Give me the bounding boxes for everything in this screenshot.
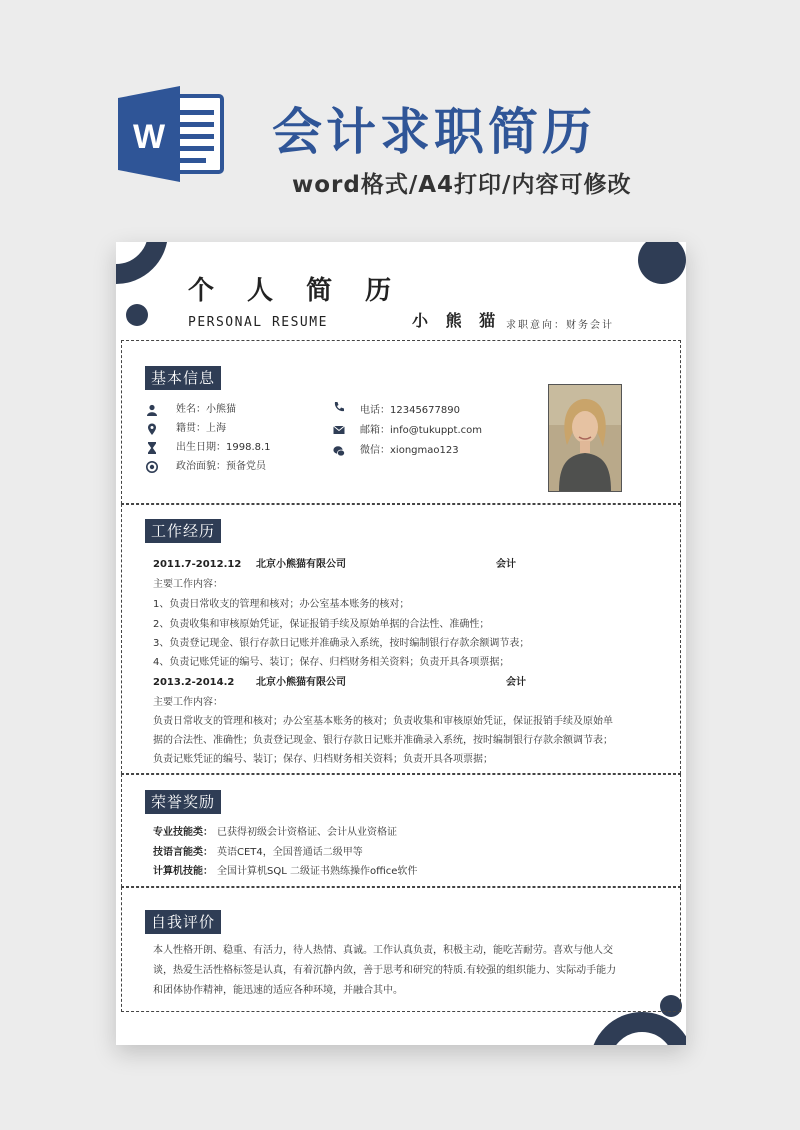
decor-dot-top-right: [638, 242, 686, 284]
decor-ring-top-left: [116, 242, 168, 284]
decor-dot-top-left: [126, 304, 148, 326]
job1-line-3: 3、负责登记现金、银行存款日记账并准确录入系统，按时编制银行存款余额调节表；: [153, 638, 530, 649]
self-line-2: 谈，热爱生活性格标签是认真，有着沉静内敛，善于思考和研究的特质.有较强的组织能力、实际动手能力: [153, 965, 617, 976]
job2-line-2: 据的合法性、准确性；负责登记现金、银行存款日记账并准确录入系统，按时编制银行存款余额调节表；: [153, 735, 613, 746]
self-line-3: 和团体协作精神，能迅速的适应各种环境，并融合其中。: [153, 985, 403, 996]
job1-line-2: 2、负责收集和审核原始凭证，保证报销手续及原始单据的合法性、准确性；: [153, 619, 490, 630]
hourglass-icon: [146, 442, 158, 454]
word-logo-icon: [118, 86, 228, 182]
profile-photo: [548, 384, 622, 492]
section-label-honor: 荣誉奖励: [145, 790, 221, 814]
honor-key-1: 专业技能类：: [153, 827, 213, 838]
mail-icon: [333, 424, 345, 436]
banner-subtitle: word格式/A4打印/内容可修改: [292, 172, 632, 198]
job1-company: 北京小熊猫有限公司: [256, 559, 346, 570]
honor-key-2: 技语言能类：: [153, 847, 213, 858]
honor-value-3: 全国计算机SQL 二级证书熟练操作office软件: [217, 866, 418, 877]
resume-title-en: PERSONAL RESUME: [188, 315, 328, 330]
job2-line-3: 负责记账凭证的编号、装订；保存、归档财务相关资料；负责开具各项票据；: [153, 754, 493, 765]
contact-wechat: 微信：xiongmao123: [360, 445, 459, 456]
job2-intro: 主要工作内容：: [153, 697, 223, 708]
basic-birth: 出生日期：1998.8.1: [176, 442, 271, 453]
basic-name: 姓名：小熊猫: [176, 404, 236, 415]
job2-line-1: 负责日常收支的管理和核对；办公室基本账务的核对；负责收集和审核原始凭证，保证报销手续及原始单: [153, 716, 613, 727]
contact-phone: 电话：12345677890: [360, 405, 460, 416]
job2-period: 2013.2-2014.2: [153, 677, 235, 688]
word-letter: W: [132, 118, 166, 156]
location-icon: [146, 423, 158, 435]
job1-intro: 主要工作内容：: [153, 579, 223, 590]
basic-political: 政治面貌：预备党员: [176, 461, 266, 472]
job2-company: 北京小熊猫有限公司: [256, 677, 346, 688]
job1-period: 2011.7-2012.12: [153, 559, 242, 570]
self-line-1: 本人性格开朗、稳重、有活力，待人热情、真诚。工作认真负责，积极主动，能吃苦耐劳。喜欢与他人交: [153, 945, 613, 956]
section-label-self: 自我评价: [145, 910, 221, 934]
section-label-work: 工作经历: [145, 519, 221, 543]
resume-page: [116, 242, 686, 1045]
candidate-name: 小 熊 猫: [412, 311, 502, 330]
person-icon: [146, 404, 158, 416]
badge-icon: [146, 461, 158, 473]
honor-key-3: 计算机技能：: [153, 866, 213, 877]
job1-line-4: 4、负责记账凭证的编号、装订；保存、归档财务相关资料；负责开具各项票据；: [153, 657, 510, 668]
honor-value-2: 英语CET4，全国普通话二级甲等: [217, 847, 363, 858]
section-label-basic: 基本信息: [145, 366, 221, 390]
phone-icon: [333, 401, 345, 413]
job1-role: 会计: [496, 559, 516, 570]
job-target: 求职意向：财务会计: [506, 320, 614, 331]
contact-email: 邮箱：info@tukuppt.com: [360, 425, 482, 436]
resume-title: 个 人 简 历: [188, 276, 404, 306]
basic-hometown: 籍贯：上海: [176, 423, 226, 434]
honor-value-1: 已获得初级会计资格证、会计从业资格证: [217, 827, 397, 838]
job2-role: 会计: [506, 677, 526, 688]
banner-title: 会计求职简历: [272, 103, 596, 161]
job1-line-1: 1、负责日常收支的管理和核对；办公室基本账务的核对；: [153, 599, 410, 610]
wechat-icon: [333, 445, 345, 457]
